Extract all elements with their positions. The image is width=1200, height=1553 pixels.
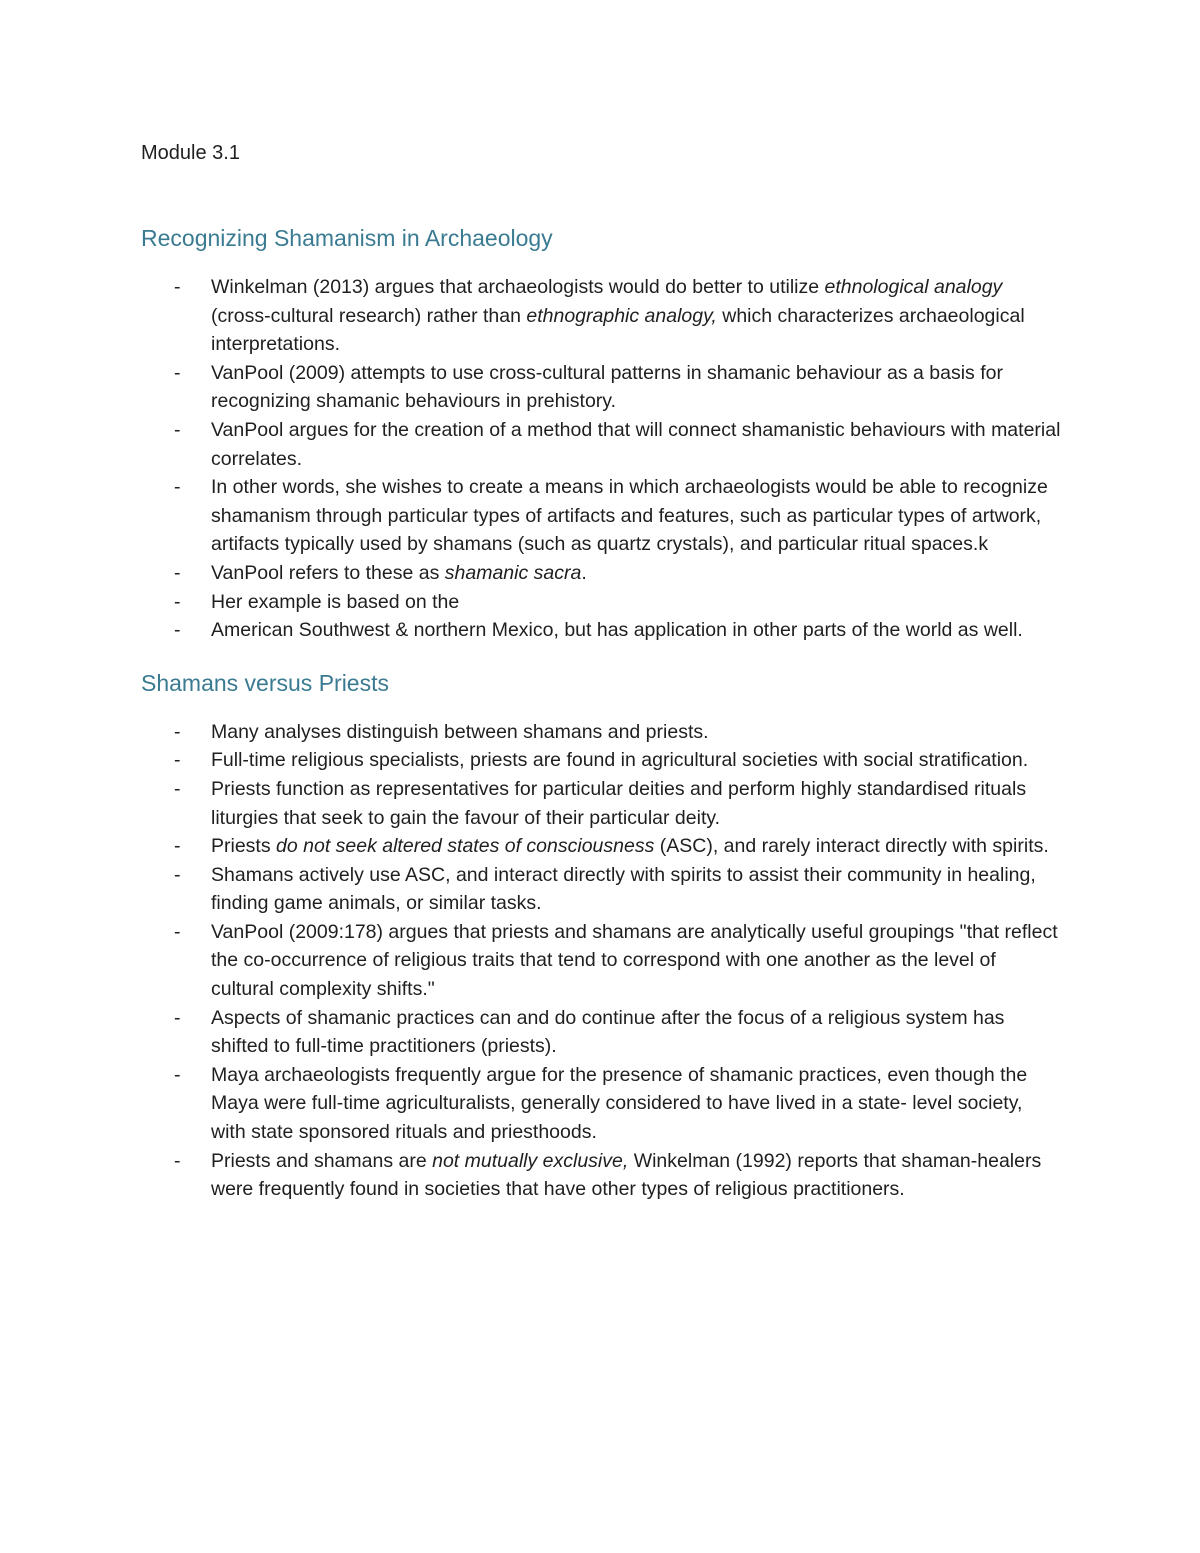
list-item [141,775,1061,832]
list-item-text: VanPool (2009:178) argues that priests and shamans are analytically useful groupings "that reflect the co-occurrence of religious traits that tend to correspond with one another as the level of cultural complexity shifts." [211,920,1058,1001]
list-item-text: . [581,561,587,584]
bullet-dash: - [174,276,181,298]
bullet-list-shamans-versus-priests [141,718,1061,1204]
list-item-text: Winkelman (2013) argues that archaeologists would do better to utilize [211,276,825,298]
list-item [141,616,1061,645]
bullet-dash: - [174,476,181,499]
list-item-text: Aspects of shamanic practices can and do continue after the focus of a religious system has shifted to full-time practitioners (priests). [211,1006,1005,1058]
list-item-text: Winkelman (1992) reports that shaman-healers were frequently found in societies that have other types of religious practitioners. [211,1149,1042,1201]
list-item [141,359,1061,416]
bullet-dash: - [174,561,181,584]
list-item [141,1004,1061,1061]
emphasized-text: shamanic sacra [444,561,582,584]
list-item [141,273,1061,359]
emphasized-text: ethnological analogy [824,276,1003,298]
list-item-text: Priests [211,835,277,858]
module-title: Module 3.1 [141,142,240,164]
list-item [141,473,1061,559]
bullet-dash: - [174,619,181,642]
list-item-text: Full-time religious specialists, priests are found in agricultural societies with social stratification. [211,749,1029,772]
emphasized-text: ethnographic analogy, [526,304,717,327]
list-item [141,588,1061,617]
list-item [141,918,1061,1004]
list-item-text: Many analyses distinguish between shamans and priests. [211,720,709,743]
list-item [141,861,1061,918]
list-item-text: Maya archaeologists frequently argue for the presence of shamanic practices, even though the Maya were full-time agriculturalists, generally considered to have lived in a state- level society, with state sponsored rituals and priesthoods. [211,1063,1028,1144]
list-item-text: Shamans actively use ASC, and interact directly with spirits to assist their community in healing, finding game animals, or similar tasks. [211,863,1036,915]
list-item-text: Priests and shamans are [211,1149,433,1172]
list-item-text: VanPool (2009) attempts to use cross-cultural patterns in shamanic behaviour as a basis for recognizing shamanic behaviours in prehistory. [211,361,1003,413]
emphasized-text: not mutually exclusive, [432,1149,629,1172]
bullet-dash: - [174,720,181,743]
list-item [141,746,1061,775]
bullet-dash: - [174,920,181,943]
list-item [141,1147,1061,1204]
bullet-dash: - [174,418,181,441]
list-item [141,718,1061,747]
list-item [141,1061,1061,1147]
list-item-text: which characterizes archaeological interpretations. [211,304,1025,356]
list-item-text: (cross-cultural research) rather than [211,304,527,327]
bullet-dash: - [174,777,181,800]
section-heading-recognizing-shamanism: Recognizing Shamanism in Archaeology [141,225,553,251]
list-item-text: VanPool argues for the creation of a method that will connect shamanistic behaviours with material correlates. [211,418,1061,470]
bullet-dash: - [174,863,181,886]
section-heading-shamans-versus-priests: Shamans versus Priests [141,669,389,696]
emphasized-text: do not seek altered states of consciousness [276,835,655,858]
document-page [141,138,1061,1204]
list-item-text: VanPool refers to these as [211,561,445,584]
bullet-list-recognizing-shamanism [141,273,1061,645]
bullet-dash: - [174,590,181,613]
list-item-text: American Southwest & northern Mexico, but has application in other parts of the world as well. [211,619,1023,642]
list-item-text: Priests function as representatives for particular deities and perform highly standardised rituals liturgies that seek to gain the favour of their particular deity. [211,777,1027,829]
list-item-text: (ASC), and rarely interact directly with spirits. [654,835,1049,858]
list-item-text: Her example is based on the [211,590,460,613]
list-item [141,416,1061,473]
list-item-text: In other words, she wishes to create a means in which archaeologists would be able to recognize shamanism through particular types of artifacts and features, such as particular types of artwork, artifacts typically used by shamans (such as quartz crystals), and particular ritual spaces.k [211,476,1048,556]
list-item [141,832,1061,861]
bullet-dash: - [174,835,181,858]
list-item [141,559,1061,588]
bullet-dash: - [174,1149,181,1172]
bullet-dash: - [174,361,181,384]
bullet-dash: - [174,1006,181,1029]
bullet-dash: - [174,749,181,772]
bullet-dash: - [174,1063,181,1086]
